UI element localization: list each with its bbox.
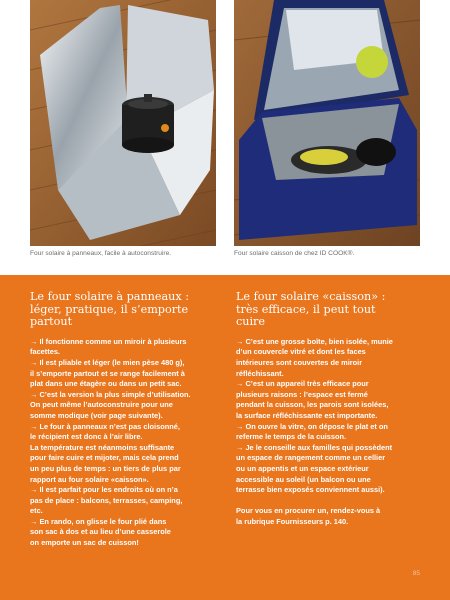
box-solar-oven-photo — [234, 0, 420, 246]
heading-line: cuire — [236, 315, 266, 329]
body-line: intérieures sont couvertes de miroir — [236, 357, 363, 367]
page-number: 85 — [412, 570, 420, 577]
body-line: → C’est un appareil très efficace pour — [236, 379, 369, 389]
heading-line: très efficace, il peut tout — [236, 302, 376, 316]
closing-line: la rubrique Fournisseurs p. 140. — [236, 516, 349, 526]
body-line: il s’emporte partout et se range facilement à — [30, 368, 185, 378]
paragraph-gap — [236, 496, 426, 507]
body-line: rapport au four solaire «caisson». — [30, 474, 149, 484]
panel-oven-body — [30, 337, 220, 549]
body-line: → Je le conseille aux familles qui possèdent — [236, 442, 393, 452]
body-line: pendant la cuisson, les parois sont isolées, — [236, 400, 389, 410]
body-line: on emporte un sac de cuisson! — [30, 538, 139, 548]
body-line: un espace de rangement comme un cellier — [236, 453, 386, 463]
panel-oven-illustration — [30, 0, 216, 246]
box-oven-body — [236, 337, 426, 528]
body-line: → En rando, on glisse le four plié dans — [30, 516, 167, 526]
heading-line: Le four solaire «caisson» : — [236, 290, 386, 303]
body-line: plusieurs raisons : l’espace est fermé — [236, 389, 368, 399]
body-line: ou un appentis et un espace extérieur — [236, 463, 369, 473]
box-oven-heading — [236, 291, 426, 329]
body-line: On peut même l’autoconstruire pour une — [30, 400, 173, 410]
body-line: La température est néanmoins suffisante — [30, 442, 175, 452]
body-line: d’un couvercle vitré et dont les faces — [236, 347, 366, 357]
photo-band — [0, 0, 450, 275]
body-line: pour faire cuire et mijoter, mais cela prend — [30, 453, 179, 463]
body-line: somme modique (voir page suivante). — [30, 410, 163, 420]
body-line: la surface réfléchissante est importante. — [236, 410, 378, 420]
body-line: son sac à dos et au lieu d’une casserole — [30, 527, 171, 537]
body-line: un peu plus de temps : un tiers de plus par — [30, 463, 181, 473]
body-line: → On ouvre la vitre, on dépose le plat et on — [236, 421, 388, 431]
body-line: referme le temps de la cuisson. — [236, 432, 347, 442]
body-line: etc. — [30, 506, 43, 516]
body-line: plat dans une étagère ou dans un petit sac. — [30, 379, 182, 389]
heading-line: Le four solaire à panneaux : — [30, 290, 190, 303]
body-line: → Il est pliable et léger (le mien pèse 480 g), — [30, 357, 185, 367]
body-line: le récipient est donc à l’air libre. — [30, 432, 143, 442]
body-line: accessible au soleil (un balcon ou une — [236, 474, 371, 484]
body-line: → C’est la version la plus simple d’utilisation. — [30, 389, 191, 399]
heading-line: partout — [30, 315, 73, 329]
body-line: pas de place : balcons, terrasses, camping, — [30, 495, 183, 505]
body-line: facettes. — [30, 347, 60, 357]
heading-line: léger, pratique, il s’emporte — [30, 302, 189, 316]
box-oven-column — [236, 291, 426, 527]
panel-oven-column — [30, 291, 220, 549]
panel-solar-oven-photo — [30, 0, 216, 246]
closing-line: Pour vous en procurer un, rendez-vous à — [236, 506, 381, 516]
box-oven-illustration — [234, 0, 420, 246]
body-line: → Il fonctionne comme un miroir à plusieurs — [30, 336, 187, 346]
text-panel — [0, 275, 450, 600]
body-line: terrasse bien exposés conviennent aussi). — [236, 485, 385, 495]
panel-oven-heading — [30, 291, 220, 329]
right-photo-caption: Four solaire caisson de chez ID COOK®. — [234, 250, 355, 257]
body-line: → C’est une grosse boîte, bien isolée, munie — [236, 336, 393, 346]
left-photo-caption: Four solaire à panneaux, facile à autoconstruire. — [30, 250, 172, 257]
body-line: → Il est parfait pour les endroits où on n’a — [30, 485, 178, 495]
body-line: → Le four à panneaux n’est pas cloisonné, — [30, 421, 180, 431]
body-line: réfléchissant. — [236, 368, 284, 378]
